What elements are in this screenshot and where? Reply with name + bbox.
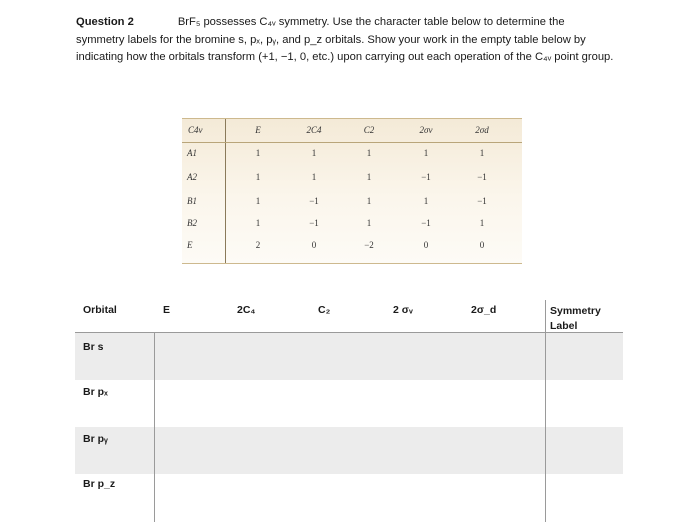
character-value: −1 xyxy=(477,172,487,182)
orbital-header: Orbital xyxy=(83,304,117,316)
table-row xyxy=(75,333,623,380)
label-column-divider xyxy=(545,300,546,522)
character-value: 1 xyxy=(423,148,429,158)
character-value: −2 xyxy=(364,240,374,250)
operation-header: 2C₄ xyxy=(237,304,256,316)
question-body: BrF₅ possesses C₄ᵥ symmetry. Use the character table below to determine the symmetry labels for the bromine s, pₓ, pᵧ, and p_z orbitals. Show your work in the empty table below by indicating how the orbitals transform (+1, −1, 0, etc.) upon carrying out each operation of the C₄ᵥ point group. xyxy=(76,16,614,64)
operation-header: 2σd xyxy=(475,125,489,135)
orbital-label: Br pₓ xyxy=(83,386,108,398)
character-value: 1 xyxy=(479,148,485,158)
character-value: 0 xyxy=(311,240,317,250)
character-value: −1 xyxy=(477,196,487,206)
character-value: −1 xyxy=(421,218,431,228)
operation-header: 2C4 xyxy=(306,125,322,135)
character-value: 1 xyxy=(423,196,429,206)
character-value: −1 xyxy=(309,218,319,228)
character-table xyxy=(182,118,522,264)
character-value: 0 xyxy=(423,240,429,250)
character-value: 1 xyxy=(366,172,372,182)
table-divider xyxy=(225,119,226,263)
irrep-label: B1 xyxy=(187,196,197,206)
orbital-column-divider xyxy=(154,332,155,522)
operation-header: E xyxy=(163,304,171,316)
character-value: 1 xyxy=(255,148,261,158)
character-value: 1 xyxy=(366,196,372,206)
operation-header: 2σ_d xyxy=(471,304,497,316)
table-row xyxy=(75,380,623,427)
operation-header: 2σv xyxy=(419,125,433,135)
irrep-label: A1 xyxy=(187,148,197,158)
question-number: Question 2 xyxy=(76,16,134,28)
operation-header: E xyxy=(255,125,261,135)
table-row xyxy=(75,474,623,521)
character-value: −1 xyxy=(309,196,319,206)
orbital-label: Br p_z xyxy=(83,478,116,490)
character-value: −1 xyxy=(421,172,431,182)
character-value: 1 xyxy=(311,172,317,182)
character-value: 1 xyxy=(255,196,261,206)
character-value: 2 xyxy=(255,240,261,250)
orbital-label: Br pᵧ xyxy=(83,433,108,445)
point-group-header: C4v xyxy=(188,125,203,135)
irrep-label: A2 xyxy=(187,172,197,182)
operation-header: C2 xyxy=(363,125,375,135)
question-text xyxy=(76,14,616,67)
character-value: 1 xyxy=(255,172,261,182)
operation-header: 2 σᵥ xyxy=(393,304,413,316)
operation-header: C₂ xyxy=(318,304,331,316)
symmetry-label-header: Symmetry Label xyxy=(550,305,601,332)
character-value: 1 xyxy=(366,148,372,158)
character-value: 1 xyxy=(311,148,317,158)
character-value: 0 xyxy=(479,240,485,250)
table-divider xyxy=(182,142,522,143)
orbital-label: Br s xyxy=(83,341,104,353)
work-table xyxy=(75,300,625,524)
table-row xyxy=(75,427,623,474)
irrep-label: E xyxy=(187,240,193,250)
character-value: 1 xyxy=(255,218,261,228)
character-value: 1 xyxy=(479,218,485,228)
irrep-label: B2 xyxy=(187,218,197,228)
character-value: 1 xyxy=(366,218,372,228)
